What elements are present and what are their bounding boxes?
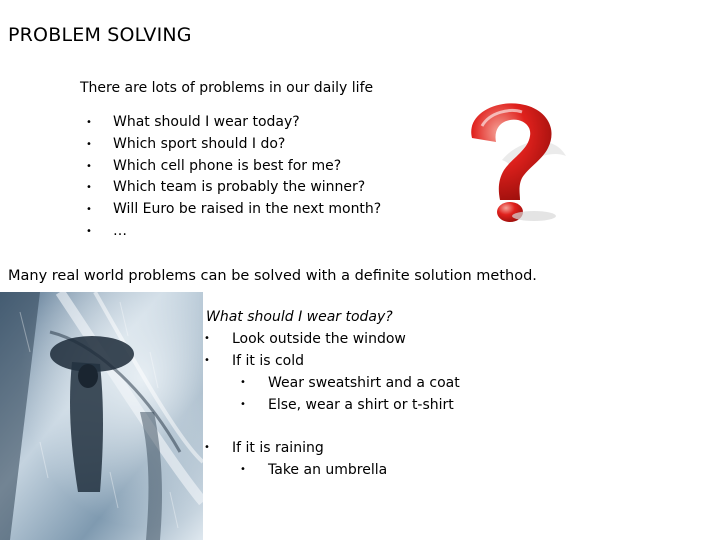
sub-step-label: Wear sweatshirt and a coat	[268, 375, 460, 391]
bullet: •	[204, 355, 210, 366]
bullet: •	[204, 333, 210, 344]
step-label: Look outside the window	[232, 331, 406, 347]
sub-step-item	[206, 372, 460, 394]
bullet: •	[86, 117, 92, 128]
step-item	[206, 437, 460, 459]
list-item-label: Which cell phone is best for me?	[113, 157, 342, 174]
problem-list	[86, 112, 381, 243]
list-item-label: …	[113, 222, 127, 239]
bullet: •	[204, 442, 210, 453]
list-item-label: Which team is probably the winner?	[113, 179, 366, 196]
list-item-label: Which sport should I do?	[113, 135, 286, 152]
list-item-label: What should I wear today?	[113, 114, 300, 130]
bullet: •	[86, 204, 92, 216]
step-item	[206, 328, 460, 350]
list-item-label: Will Euro be raised in the next month?	[113, 201, 382, 218]
bullet: •	[86, 225, 92, 237]
list-item	[86, 199, 381, 221]
bullet: •	[240, 377, 246, 388]
rainy-street-photo	[0, 292, 203, 540]
bullet: •	[86, 138, 92, 150]
intro-text: There are lots of problems in our daily life	[80, 80, 374, 96]
example-question: What should I wear today?	[206, 309, 393, 325]
bullet: •	[86, 160, 92, 172]
list-item	[86, 156, 381, 178]
step-label: If it is cold	[232, 353, 305, 369]
list-item	[86, 112, 381, 134]
list-item	[86, 221, 381, 243]
sub-step-item	[206, 394, 460, 416]
list-item	[86, 134, 381, 156]
statement-text: Many real world problems can be solved with a definite solution method.	[8, 268, 537, 284]
sub-step-label: Else, wear a shirt or t-shirt	[268, 397, 454, 413]
bullet: •	[240, 399, 246, 410]
bullet: •	[240, 464, 246, 475]
slide-title: PROBLEM SOLVING	[8, 24, 192, 46]
list-item	[86, 177, 381, 199]
step-label: If it is raining	[232, 440, 324, 456]
sub-step-item	[206, 459, 460, 481]
spacer	[206, 416, 460, 437]
step-item	[206, 350, 460, 372]
bullet: •	[86, 182, 92, 194]
question-mark-icon	[462, 98, 584, 224]
sub-step-label: Take an umbrella	[268, 462, 388, 478]
solution-steps	[206, 306, 460, 481]
